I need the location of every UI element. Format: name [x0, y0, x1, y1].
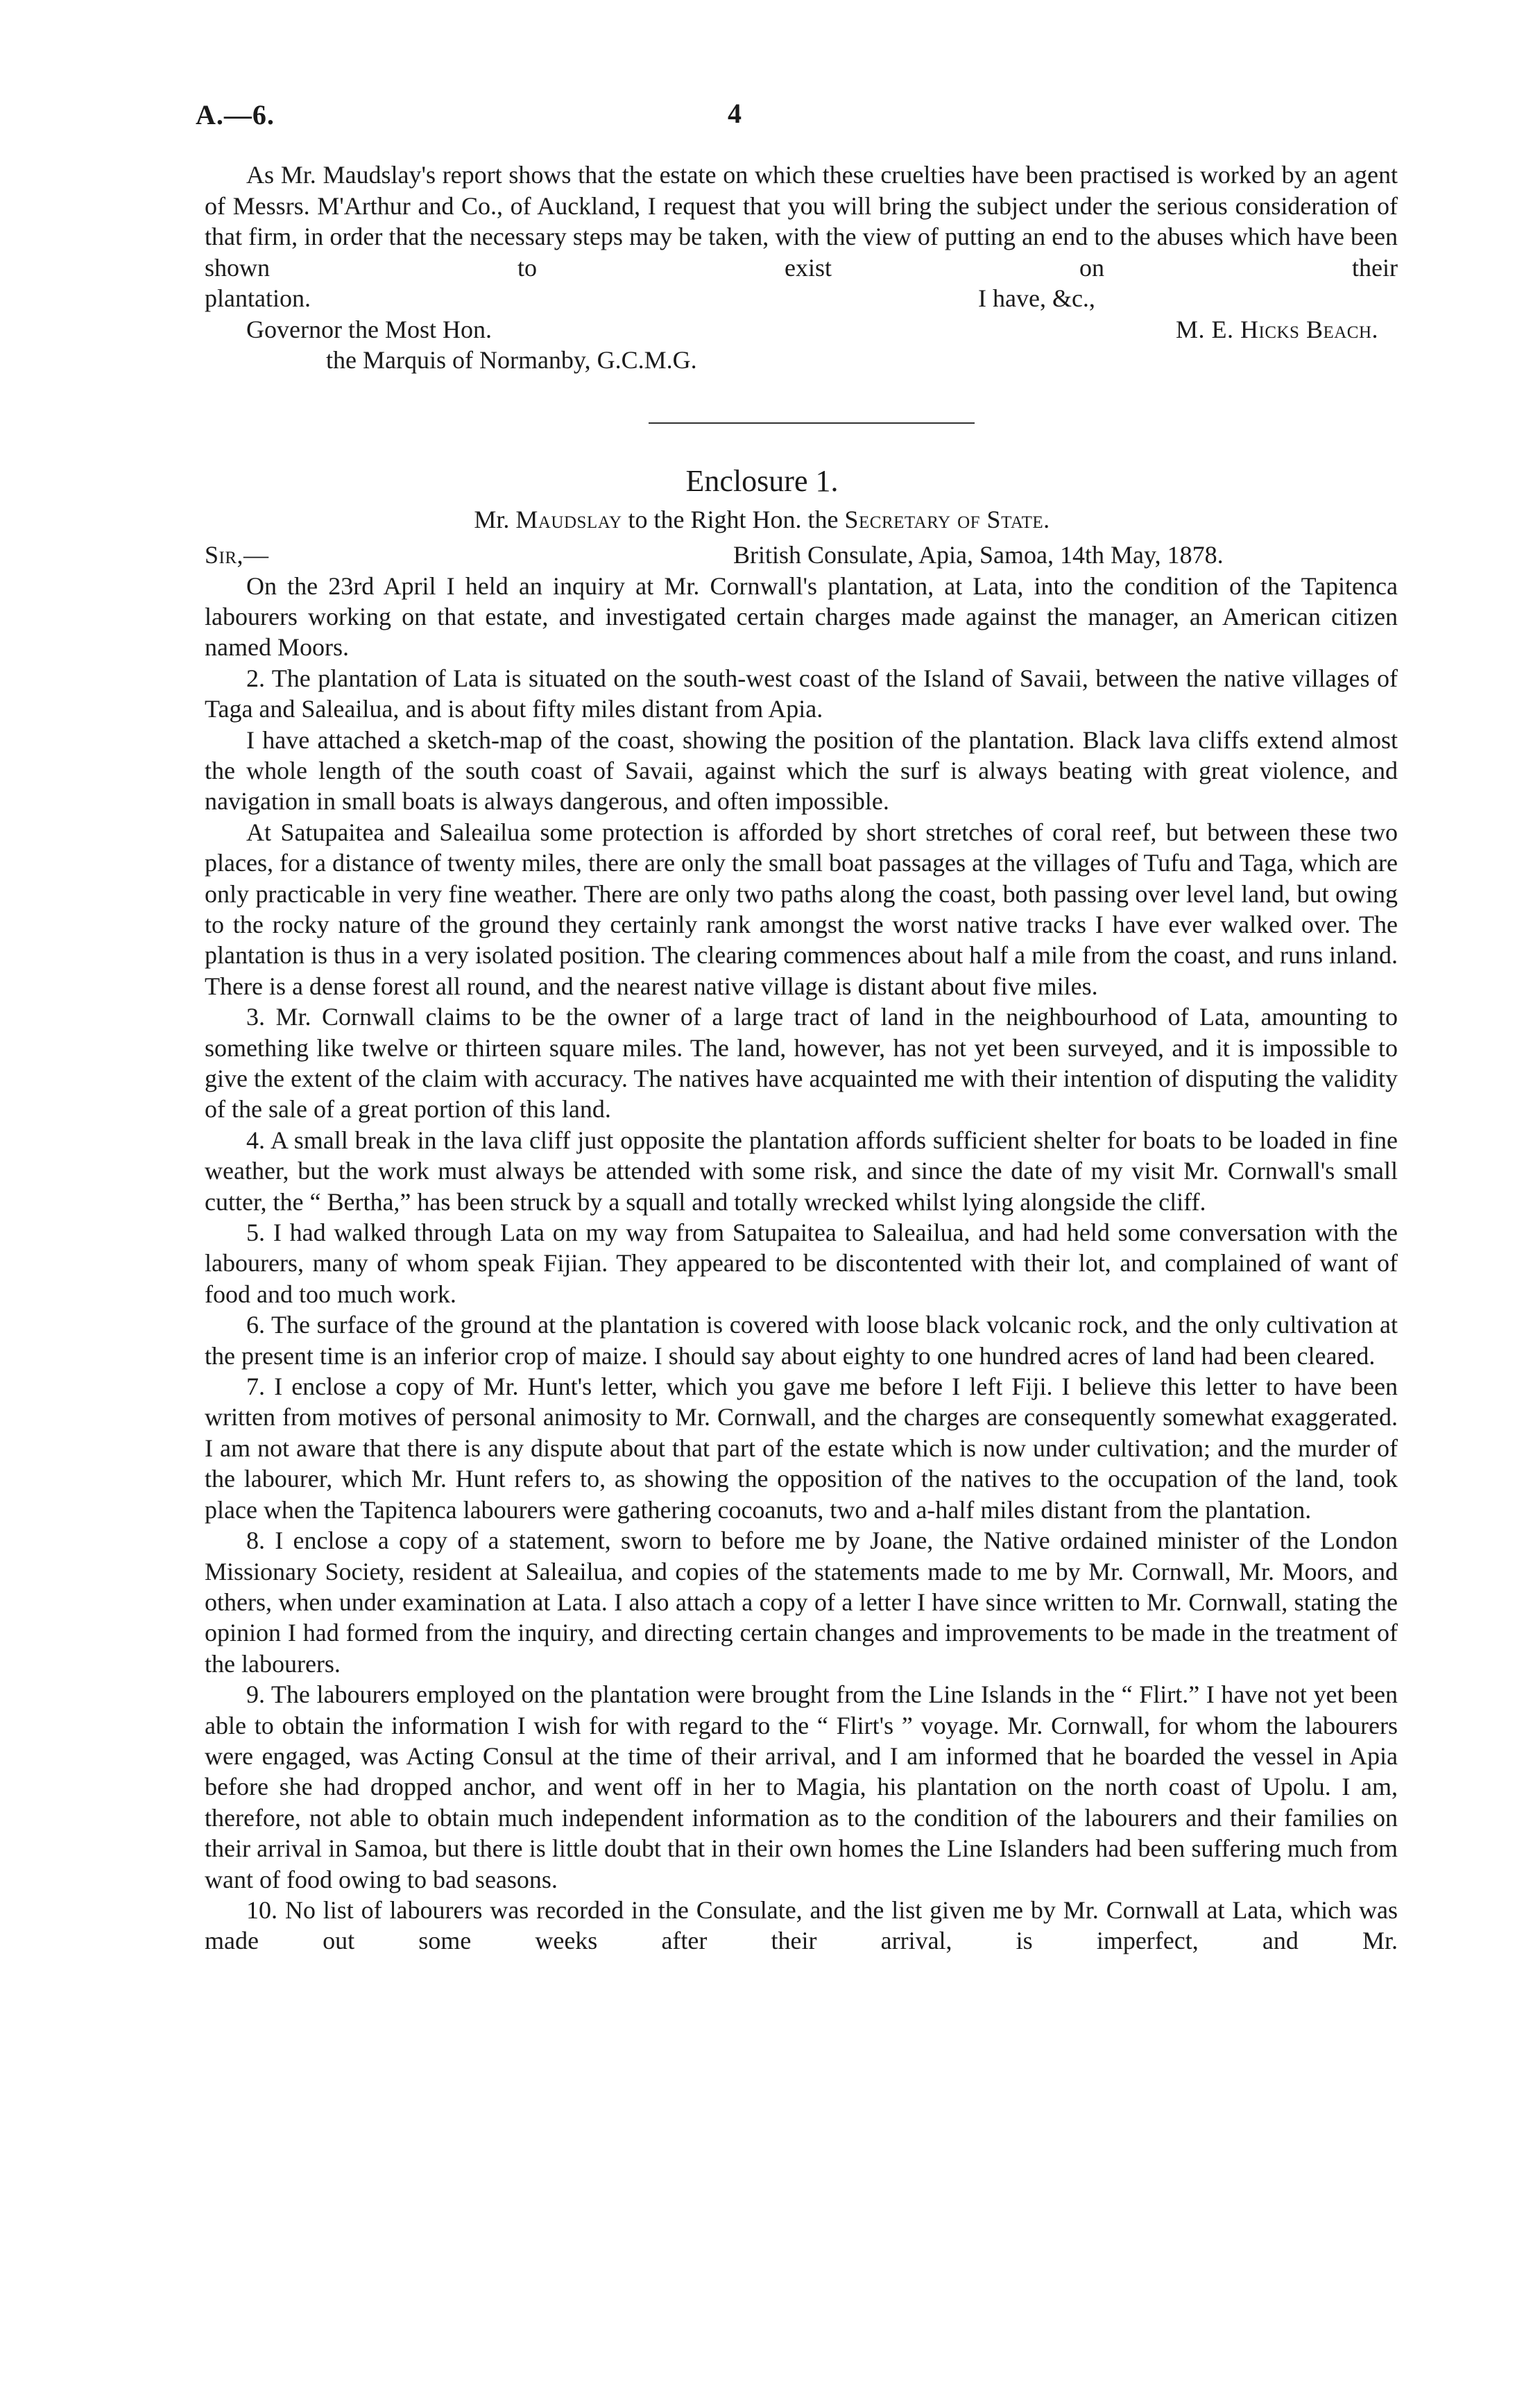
- page-number: 4: [728, 98, 742, 129]
- paragraph-3: 3. Mr. Cornwall claims to be the owner of a large tract of land in the neighbourhood of Lata, amounting to something like twelve or thirteen square miles. The land, however, has not yet been surveyed, and it is impossible to give the extent of the claim with accuracy. The natives have acquainted me with their intention of disputing the validity of the sale of a great portion of this land.: [205, 1003, 1398, 1124]
- paragraph-6: 6. The surface of the ground at the plantation is covered with loose black volcanic rock, and the only cultivation at the present time is an inferior crop of maize. I should say about eighty to one hundred acres of land had been cleared.: [205, 1311, 1398, 1370]
- section-divider: [649, 422, 975, 424]
- intro-block: [205, 160, 1398, 376]
- letter-body: [205, 540, 1398, 1957]
- paragraph-8: 8. I enclose a copy of a statement, sworn to before me by Joane, the Native ordained minister of the London Missionary Society, resident at Saleailua, and copies of the statements made to me by Mr. Cornwall, Mr. Moors, and others, when under examination at Lata. I also attach a copy of a letter I have since written to Mr. Cornwall, stating the opinion I had formed from the inquiry, and directing certain changes and improvements to be made in the treatment of the labourers.: [205, 1526, 1398, 1678]
- closing-formula: I have, &c.,: [978, 284, 1095, 312]
- intro-text: As Mr. Maudslay's report shows that the estate on which these cruelties have been practised is worked by an agent of Messrs. M'Arthur and Co., of Auckland, I request that you will bring the subject under the serious consideration of that firm, in order that the necessary steps may be taken, with the view of putting an end to the abuses which have been shown to exist on their: [205, 161, 1398, 282]
- subtitle-prefix: Mr.: [474, 506, 510, 533]
- subtitle-office: Secretary of State.: [844, 506, 1050, 533]
- paragraph-4: 4. A small break in the lava cliff just opposite the plantation affords sufficient shelter for boats to be loaded in fine weather, but the work must always be attended with some risk, and since the date of my visit Mr. Cornwall's small cutter, the “ Bertha,” has been struck by a squall and totally wrecked whilst lying alongside the cliff.: [205, 1126, 1398, 1216]
- paragraph-9: 9. The labourers employed on the plantation were brought from the Line Islands in the “ Flirt.” I have not yet been able to obtain the information I wish for with regard to the “ Flirt's ” voyage. Mr. Cornwall, for whom the labourers were engaged, was Acting Consul at the time of their arrival, and I am informed that he boarded the vessel in Apia before she had dropped anchor, and went off in her to Magia, his plantation on the north coast of Upolu. I am, therefore, not able to obtain much independent information as to the condition of the labourers and their families on their arrival in Samoa, but there is little doubt that in their own homes the Line Islanders had been suffering much from want of food owing to bad seasons.: [205, 1680, 1398, 1893]
- place-date: British Consulate, Apia, Samoa, 14th May, 1878.: [733, 541, 1224, 569]
- paragraph-5: 5. I had walked through Lata on my way from Satupaitea to Saleailua, and had held some conversation with the labourers, many of whom speak Fijian. They appeared to be discontented with their lot, and complained of want of food and too much work.: [205, 1219, 1398, 1308]
- enclosure-title: Enclosure 1.: [685, 464, 839, 498]
- document-reference: A.—6.: [196, 99, 275, 130]
- subtitle-mid: to the Right Hon. the: [628, 506, 839, 533]
- closing-row: [205, 283, 1398, 314]
- enclosure-subtitle: [0, 505, 1524, 534]
- addressee-row: [205, 314, 1398, 345]
- paragraph-2-coast: At Satupaitea and Saleailua some protection is afforded by short stretches of coral reef, but between these two places, for a distance of twenty miles, there are only the small boat passages at the villages of Tufu and Taga, which are only practicable in very fine weather. There are only two paths along the coast, both passing over level land, but owing to the rocky nature of the ground they certainly rank amongst the worst native tracks I have ever walked over. The plantation is thus in a very isolated position. The clearing commences about half a mile from the coast, and runs inland. There is a dense forest all round, and the nearest native village is distant about five miles.: [205, 818, 1398, 1000]
- addressee-row-2: [205, 345, 1398, 376]
- paragraph-intro: On the 23rd April I held an inquiry at Mr. Cornwall's plantation, at Lata, into the condition of the Tapitenca labourers working on that estate, and investigated certain charges made against the manager, an American citizen named Moors.: [205, 571, 1398, 662]
- subtitle-name: Maudslay: [515, 506, 622, 533]
- addressee-line-1: Governor the Most Hon.: [246, 315, 492, 343]
- salutation: Sir,—: [205, 541, 269, 569]
- intro-paragraph: [205, 160, 1398, 283]
- addressee-line-2: the Marquis of Normanby, G.C.M.G.: [326, 346, 697, 374]
- signature: M. E. Hicks Beach.: [1176, 315, 1379, 343]
- paragraph-10: 10. No list of labourers was recorded in the Consulate, and the list given me by Mr. Cornwall at Lata, which was made out some weeks after their arrival, is imperfect, and Mr.: [205, 1895, 1398, 1955]
- paragraph-7: 7. I enclose a copy of Mr. Hunt's letter, which you gave me before I left Fiji. I believe this letter to have been written from motives of personal animosity to Mr. Cornwall, and the charges are consequently somewhat exaggerated. I am not aware that there is any dispute about that part of the estate which is now under cultivation; and the murder of the labourer, which Mr. Hunt refers to, as showing the opposition of the natives to the occupation of the land, took place when the Tapitenca labourers were gathering cocoanuts, two and a-half miles distant from the plantation.: [205, 1373, 1398, 1524]
- salutation-row: [205, 540, 1398, 571]
- intro-last-word: plantation.: [205, 284, 311, 312]
- paragraph-2: 2. The plantation of Lata is situated on the south-west coast of the Island of Savaii, between the native villages of Taga and Saleailua, and is about fifty miles distant from Apia.: [205, 664, 1398, 723]
- paragraph-2-map: I have attached a sketch-map of the coast, showing the position of the plantation. Black lava cliffs extend almost the whole length of the south coast of Savaii, against which the surf is always beating with great violence, and navigation in small boats is always dangerous, and often impossible.: [205, 725, 1398, 816]
